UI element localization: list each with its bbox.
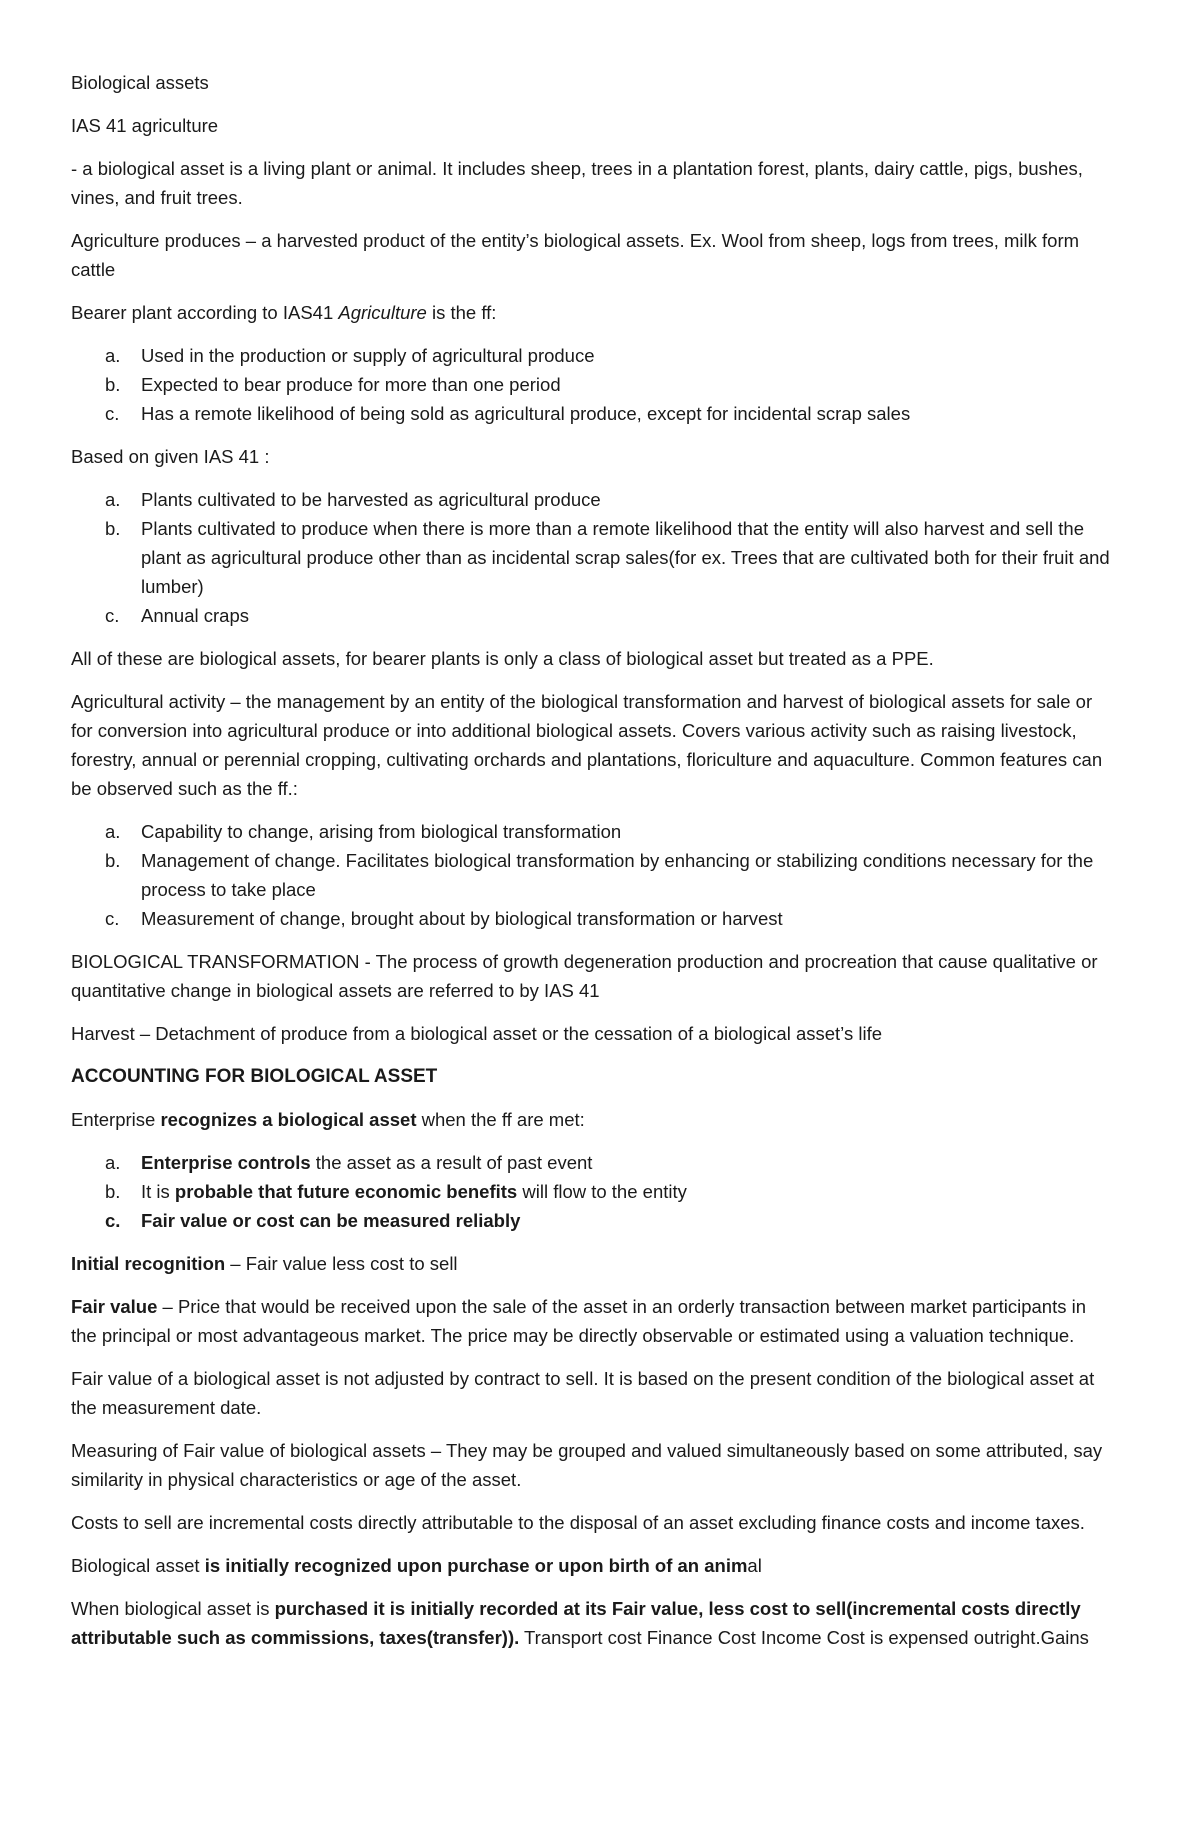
doc-title: Biological assets: [71, 72, 209, 93]
initially-text: Biological asset: [71, 1555, 205, 1576]
list-marker: a.: [105, 1152, 121, 1173]
list-marker: b.: [105, 1181, 121, 1202]
biological-transformation-paragraph: BIOLOGICAL TRANSFORMATION - The process of growth degeneration production and procreation that cause qualitative or quantitative change in biological assets are referred to by IAS 41: [71, 951, 1098, 1001]
list-item-text: the asset as a result of past event: [310, 1152, 593, 1173]
bearer-plant-list: [71, 341, 1110, 428]
list-item: [105, 1148, 1110, 1177]
list-item: [105, 817, 1110, 846]
list-item: [105, 846, 1110, 904]
purchased-bold: purchased it is initially recorded at its Fair value, less cost to sell(incremental costs directly attributable such as commissions, taxes(transfer)).: [71, 1598, 1081, 1648]
list-item: [105, 1177, 1110, 1206]
list-item-text: Used in the production or supply of agricultural produce: [141, 345, 595, 366]
list-marker: c.: [105, 1210, 121, 1231]
purchased-text: When biological asset is: [71, 1598, 275, 1619]
fair-value-bold: Fair value: [71, 1296, 158, 1317]
agricultural-activity-paragraph: Agricultural activity – the management by an entity of the biological transformation and harvest of biological assets for sale or for conversion into agricultural produce or into additional biological assets. Covers various activity such as raising livestock, forestry, annual or perennial cropping, cultivating orchards and plantations, floriculture and aquaculture. Common features can be observed such as the ff.:: [71, 691, 1103, 799]
purchased-paragraph: [71, 1594, 1110, 1652]
list-item-text: Plants cultivated to produce when there is more than a remote likelihood that the entity will also harvest and sell the plant as agricultural produce other than as incidental scrap sales(for ex. Trees that are cultivated both for their fruit and lumber): [141, 518, 1110, 597]
fair-value-paragraph: [71, 1292, 1110, 1350]
bearer-intro-end: is the ff:: [426, 302, 497, 323]
initial-recognition-paragraph: [71, 1249, 1110, 1278]
harvest-paragraph: Harvest – Detachment of produce from a biological asset or the cessation of a biological asset’s life: [71, 1023, 883, 1044]
measuring-fair-value-paragraph: Measuring of Fair value of biological assets – They may be grouped and valued simultaneously based on some attributed, say similarity in physical characteristics or age of the asset.: [71, 1440, 1103, 1490]
list-item: [105, 601, 1110, 630]
fair-value-not-adjusted-paragraph: Fair value of a biological asset is not adjusted by contract to sell. It is based on the present condition of the biological asset at the measurement date.: [71, 1368, 1095, 1418]
list-item-text: Has a remote likelihood of being sold as agricultural produce, except for incidental scrap sales: [141, 403, 911, 424]
list-item-bold: probable that future economic benefits: [174, 1181, 518, 1202]
enterprise-recognizes-paragraph: [71, 1105, 1110, 1134]
fair-value-text: – Price that would be received upon the sale of the asset in an orderly transaction between market participants in the principal or most advantageous market. The price may be directly observable or estimated using a valuation technique.: [71, 1296, 1087, 1346]
list-marker: b.: [105, 374, 121, 395]
recognition-criteria-list: [71, 1148, 1110, 1235]
list-marker: b.: [105, 518, 121, 539]
initial-recognition-text: – Fair value less cost to sell: [225, 1253, 458, 1274]
list-item-text: Plants cultivated to be harvested as agricultural produce: [141, 489, 601, 510]
bearer-plant-intro: [71, 298, 1110, 327]
initial-recognition-bold: Initial recognition: [71, 1253, 226, 1274]
costs-to-sell-paragraph: Costs to sell are incremental costs directly attributable to the disposal of an asset excluding finance costs and income taxes.: [71, 1512, 1085, 1533]
list-marker: a.: [105, 821, 121, 842]
enterprise-bold: recognizes a biological asset: [160, 1109, 417, 1130]
list-item: [105, 485, 1110, 514]
bearer-intro-text: Bearer plant according to IAS41: [71, 302, 339, 323]
list-item-pre: It is: [141, 1181, 175, 1202]
list-item: [105, 370, 1110, 399]
initially-bold: is initially recognized upon purchase or upon birth of an anim: [204, 1555, 748, 1576]
initially-end: al: [747, 1555, 762, 1576]
list-item: [105, 1206, 1110, 1235]
doc-subtitle: IAS 41 agriculture: [71, 115, 219, 136]
list-item-bold: Enterprise controls: [141, 1152, 311, 1173]
list-item: [105, 904, 1110, 933]
list-item-text: Capability to change, arising from biological transformation: [141, 821, 622, 842]
enterprise-end: when the ff are met:: [416, 1109, 585, 1130]
features-list: [71, 817, 1110, 933]
list-marker: c.: [105, 605, 120, 626]
list-item-text: Annual craps: [141, 605, 249, 626]
bearer-intro-italic: Agriculture: [338, 302, 427, 323]
enterprise-text: Enterprise: [71, 1109, 161, 1130]
list-item-text: Management of change. Facilitates biological transformation by enhancing or stabilizing conditions necessary for the process to take place: [141, 850, 1094, 900]
list-marker: b.: [105, 850, 121, 871]
list-marker: a.: [105, 489, 121, 510]
list-marker: c.: [105, 403, 120, 424]
list-marker: c.: [105, 908, 120, 929]
initially-recognized-paragraph: [71, 1551, 1110, 1580]
list-item: [105, 399, 1110, 428]
list-item: [105, 341, 1110, 370]
all-of-these-paragraph: All of these are biological assets, for bearer plants is only a class of biological asset but treated as a PPE.: [71, 648, 934, 669]
based-on-list: [71, 485, 1110, 630]
list-marker: a.: [105, 345, 121, 366]
accounting-heading: ACCOUNTING FOR BIOLOGICAL ASSET: [71, 1066, 438, 1087]
list-item-bold: Fair value or cost can be measured reliably: [141, 1210, 521, 1231]
list-item-text: will flow to the entity: [517, 1181, 687, 1202]
agriculture-produces-paragraph: Agriculture produces – a harvested product of the entity’s biological assets. Ex. Wool from sheep, logs from trees, milk form cattle: [71, 230, 1080, 280]
list-item-text: Expected to bear produce for more than one period: [141, 374, 561, 395]
list-item: [105, 514, 1110, 601]
list-item-text: Measurement of change, brought about by biological transformation or harvest: [141, 908, 783, 929]
definition-paragraph: - a biological asset is a living plant or animal. It includes sheep, trees in a plantation forest, plants, dairy cattle, pigs, bushes, vines, and fruit trees.: [71, 158, 1083, 208]
based-on-ias41: Based on given IAS 41 :: [71, 446, 270, 467]
purchased-end: Transport cost Finance Cost Income Cost is expensed outright.Gains: [519, 1627, 1089, 1648]
